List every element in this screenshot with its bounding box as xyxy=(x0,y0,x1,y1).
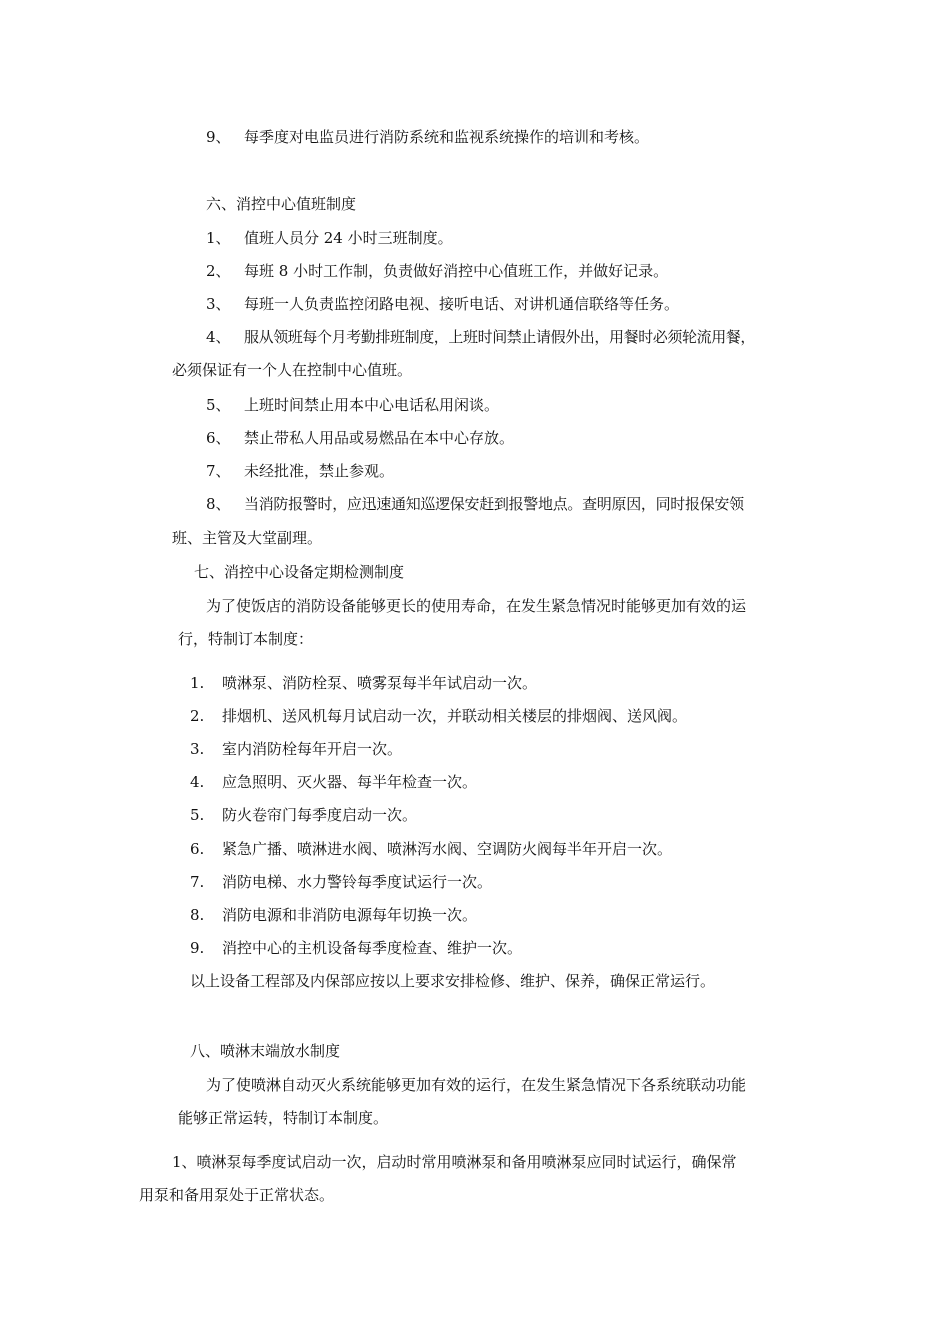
item-number: 1. xyxy=(190,674,205,692)
list-item xyxy=(190,905,477,925)
item-number: 7、 xyxy=(206,462,231,480)
item-text: 喷淋泵、消防栓泵、喷雾泵每半年试启动一次。 xyxy=(222,674,538,692)
item-number: 2、 xyxy=(206,262,231,280)
list-item xyxy=(190,673,537,693)
list-item xyxy=(206,127,649,147)
intro-paragraph-continuation: 能够正常运转，特制订本制度。 xyxy=(178,1109,389,1127)
intro-paragraph-continuation: 行，特制订本制度： xyxy=(178,630,314,648)
item-text: 紧急广播、喷淋进水阀、喷淋泻水阀、空调防火阀每半年开启一次。 xyxy=(222,840,673,858)
item-number: 8、 xyxy=(206,495,231,513)
item-text: 禁止带私人用品或易燃品在本中心存放。 xyxy=(244,429,515,447)
item-text: 每班一人负责监控闭路电视、接听电话、对讲机通信联络等任务。 xyxy=(244,295,680,313)
section-heading: 八、喷淋末端放水制度 xyxy=(190,1042,341,1060)
list-item xyxy=(206,494,744,514)
list-item xyxy=(190,872,492,892)
item-number: 4、 xyxy=(206,328,231,346)
list-item xyxy=(190,739,402,759)
item-text: 消防电源和非消防电源每年切换一次。 xyxy=(222,906,478,924)
item-text: 防火卷帘门每季度启动一次。 xyxy=(222,806,418,824)
item-text: 上班时间禁止用本中心电话私用闲谈。 xyxy=(244,396,500,414)
item-text: 未经批准，禁止参观。 xyxy=(244,462,395,480)
item-number: 6. xyxy=(190,840,205,858)
item-text: 每季度对电监员进行消防系统和监视系统操作的培训和考核。 xyxy=(244,128,650,146)
item-number: 5. xyxy=(190,806,205,824)
intro-paragraph: 为了使饭店的消防设备能够更长的使用寿命，在发生紧急情况时能够更加有效的运 xyxy=(206,597,747,615)
list-item xyxy=(206,228,453,248)
item-number: 1、 xyxy=(206,229,231,247)
item-number: 9、 xyxy=(206,128,231,146)
intro-paragraph: 为了使喷淋自动灭火系统能够更加有效的运行，在发生紧急情况下各系统联动功能 xyxy=(206,1076,747,1094)
item-text: 值班人员分 24 小时三班制度。 xyxy=(244,229,453,247)
list-item xyxy=(190,839,672,859)
item-text: 消防电梯、水力警铃每季度试运行一次。 xyxy=(222,873,493,891)
item-number: 5、 xyxy=(206,396,231,414)
list-item xyxy=(206,428,514,448)
item-number: 9. xyxy=(190,939,205,957)
list-item xyxy=(206,461,394,481)
list-item-continuation: 班、主管及大堂副理。 xyxy=(172,529,323,547)
item-number: 2. xyxy=(190,707,205,725)
section-heading: 七、消控中心设备定期检测制度 xyxy=(194,563,405,581)
list-item-continuation: 用泵和备用泵处于正常状态。 xyxy=(139,1186,335,1204)
list-item xyxy=(206,294,679,314)
item-text: 每班 8 小时工作制，负责做好消控中心值班工作，并做好记录。 xyxy=(244,262,669,280)
list-item: 1、喷淋泵每季度试启动一次，启动时常用喷淋泵和备用喷淋泵应同时试运行，确保常 xyxy=(172,1153,737,1171)
item-text: 室内消防栓每年开启一次。 xyxy=(222,740,403,758)
list-item-continuation: 必须保证有一个人在控制中心值班。 xyxy=(172,361,413,379)
item-number: 6、 xyxy=(206,429,231,447)
list-item xyxy=(190,772,477,792)
item-text: 服从领班每个月考勤排班制度，上班时间禁止请假外出，用餐时必须轮流用餐， xyxy=(244,328,756,346)
item-text: 应急照明、灭火器、每半年检查一次。 xyxy=(222,773,478,791)
item-text: 消控中心的主机设备每季度检查、维护一次。 xyxy=(222,939,523,957)
list-item xyxy=(206,327,755,347)
item-number: 3、 xyxy=(206,295,231,313)
item-text: 当消防报警时，应迅速通知巡逻保安赶到报警地点。查明原因，同时报保安领 xyxy=(244,495,744,513)
list-item xyxy=(190,706,687,726)
closing-paragraph: 以上设备工程部及内保部应按以上要求安排检修、维护、保养，确保正常运行。 xyxy=(190,972,716,990)
item-number: 8. xyxy=(190,906,205,924)
list-item xyxy=(190,805,417,825)
list-item xyxy=(206,261,668,281)
item-number: 3. xyxy=(190,740,205,758)
item-number: 7. xyxy=(190,873,205,891)
item-number: 4. xyxy=(190,773,205,791)
list-item xyxy=(190,938,522,958)
section-heading: 六、消控中心值班制度 xyxy=(206,195,357,213)
list-item xyxy=(206,395,499,415)
item-text: 排烟机、送风机每月试启动一次，并联动相关楼层的排烟阀、送风阀。 xyxy=(222,707,688,725)
